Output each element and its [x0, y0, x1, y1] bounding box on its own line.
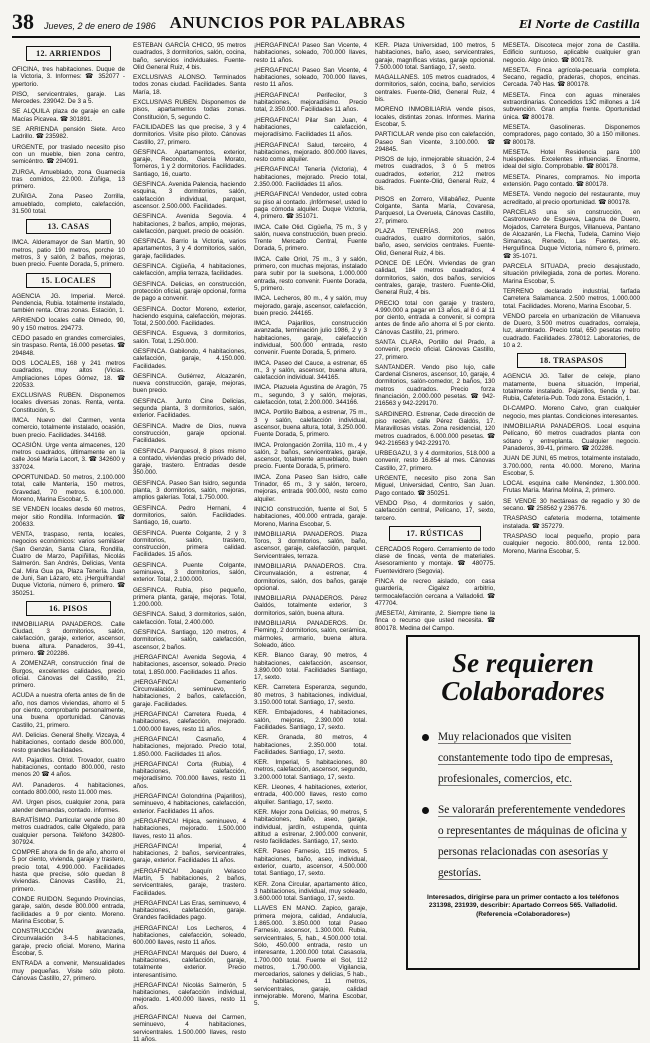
classified-ad: ¡MESETA!, Almirante, 2. Siempre tiene la finca o recurso que usted necesita. ☎ 800178. Medina del Campo.	[375, 610, 495, 632]
classified-ad: SANTA CLARA, Portillo del Prado, a convenir, precio oficial. Cánovas Castillo, 27, primero.	[375, 338, 495, 361]
classified-ad: CONDE RUIDON. Segundo Provincias, garaje, salón, desde 800.000 entrada, facilidades a 9 por ciento. Moreno. Marina Escobar, 5.	[12, 895, 125, 925]
classified-ad: KER. Blanco Garay, 90 metros, 4 habitaciones, calefacción, ascensor, 3.890.000 total. Facilidades Santiago, 17, sexto.	[254, 652, 367, 682]
classified-ad: TRASPASO local pequeño, propio para cualquier negocio. 800.000, renta 12.000. Moreno, Marina Escobar, 5.	[503, 532, 640, 555]
classified-ad: GESFINCA. Salud, 3 dormitorios, salón, calefacción. Total, 2.400.000.	[133, 611, 246, 626]
classified-ad: ¡HERGAFINCA! Nueva del Carmen, seminuevo, 4 habitaciones, servicentrales. 1.500.000 llaves, resto 11 años.	[133, 1014, 246, 1043]
classified-ad: BARATÍSIMO. Particular vende piso 80 metros cuadrados, calle Olgaledo, para cualquier persona. Teléfono 342800-307924.	[12, 816, 125, 846]
requirement-item	[422, 727, 628, 790]
classified-ad: ¡HERGAFINCA! Carretera Rueda, 4 habitaciones, calefacción, mejorado. 1.000.000 llaves, resto 11 años.	[133, 711, 246, 733]
classified-ad: GESFINCA. Gabilondo, 4 habitaciones, calefacción, garaje, 4.150.000. Facilidades.	[133, 347, 246, 370]
classified-ad: SE ALQUILA plaza de garaje en calle Macías Picavea. ☎ 301891.	[12, 108, 125, 123]
classified-ad: IMCA. Calle Oriol, 75 m., 3 y salón, primero, con muchas mejoras, instalado para subir por la suelsona, 1.000.000 entrada, resto convenir. Fuente Dorada, 5, primero.	[254, 255, 367, 292]
classified-ad: ¡HERGAFINCA! Casmaño, 4 habitaciones, mejorado. Precio total, 1.850.000. Facilidades 11 años.	[133, 735, 246, 758]
newspaper-name: El Norte de Castilla	[519, 18, 640, 31]
classified-ad: KER. Granada, 80 metros, 4 habitaciones, 2.350.000 total. Facilidades. Santiago, 17, sexto.	[254, 734, 367, 756]
classified-ad: OCASIÓN. Urge venta almacenes, 120 metros cuadrados, últimamente en la calle José María Lacort, 3. ☎ 342600 y 337024.	[12, 441, 125, 471]
classified-ad: CONSTRUCCIÓN avanzada, Circunvalación 3-4-5 habitaciones, garaje, precio oficial. Moreno, Marina Escobar, 5.	[12, 928, 125, 957]
classified-ad: OFICINA, tres habitaciones. Duque de la Victoria, 3. Informes: ☎ 352077 - ypertorio.	[12, 66, 125, 88]
section-heading: 13. CASAS	[26, 219, 111, 234]
classified-ad: ¡HERGAFINCA! Tenería (Victoria), 4 habitaciones, mejorado. Precio total, 2.350.000. Facilidades 11 años.	[254, 166, 367, 189]
classified-ad: AVI. Urgen pisos, cualquier zona, para atender demandas, contado. informes.	[12, 799, 125, 814]
classified-ad: INICIO construcción, fuente el Sol, 5 habitaciones, 400.000 entrada, garaje. Moreno, Marina Escobar, 5.	[254, 505, 367, 528]
classified-ad: IMCA. Lecheros, 80 m., 4 y salón, muy mejorado, garaje, ascensor, calefacción, buen precio. 244165.	[254, 295, 367, 317]
classified-ad: MESETA. Finca con aguas minerales extraordinarias. Concedidos 13C millones a 1/4 subvención. Gran amplia frente. Oportunidad única. ☎ 800178.	[503, 91, 640, 121]
classified-ad: PARCELA SITUADA, precio desajustado, situación privilegiada, zona de portes. Moreno. Marina Escobar, 5.	[503, 263, 640, 285]
classified-ad: DI-CAMPO. Moreno Calvo, gran cualquier negocio, mes plantas. Condiciones interesantes.	[503, 405, 640, 420]
classified-ad: AVI. Delicias. General Shelly. Vizcaya, 4 habitaciones, contado desde 800.000, resto grandes facilidades.	[12, 731, 125, 754]
classified-ad: LLAVES EN MANO. Zapico, garaje, primera mejora, calidad, Andalucía, 1.865.000. 3.850.000 total Paseo Farnesio, ascensor, 1.300.000. Rubia, servicentrales, 5, hab., 4.500.000 total. Sólo, 450.000 entrada, resto un interesante, 1.200.000 total. Casasola, 1.700.000 total. Fuente el Sol, 112 metros, 1.790.000. Vigilancia, mercedarios, salones y delicias, 5 hab., 4 habitaciones, 11 metros, servicentrales, garaje, calidad inmejorable. Moreno, Marina Escobar, 5.	[254, 905, 367, 1008]
classified-ad: SE VENDE 30 hectáreas de regadío y 30 de secano. ☎ 258562 y 236776.	[503, 497, 640, 513]
classified-ad: LOCAL esquina calle Menéndez, 1.300.000. Frutas María. Marina Molina, 2, primero.	[503, 480, 640, 495]
classified-ad: MAGALLANES. 105 metros cuadrados, 4 dormitorios, salón, cocina, baño, servicios centrales. Fuente-Olid, General Ruiz, 4 bis.	[375, 74, 495, 104]
classified-ad: PARCELAS una sin construcción, en Castronuevo de Esgueva, Laguna de Duero, Mojados, Carretera Burgos, Villanueva, Pantano de Alcazarén, La Flecha, Tudela, Camino Viejo Simancas, Renedo, Las Fuentes, etc. Herguifinca. Duque Victoria, número 6, primero. ☎ 35-1071.	[503, 208, 640, 260]
classified-ad: GESFINCA. Barrio la Victoria, varios apartamentos, 3 y 4 dormitorios, salón, garaje, facilidades.	[133, 238, 246, 260]
classified-ad: ¡HERGAFINCA! Cementerio Circunvalación, seminuevo, 5 habitaciones, 2 baños, calefacción, garaje. Facilidades.	[133, 678, 246, 708]
classified-ad: GESFINCA. Santiago, 120 metros, 4 dormitorios, salón, calefacción, ascensor, 2 baños.	[133, 629, 246, 651]
classified-ad: ¡HERGAFINCA! Marqués del Duero, 4 habitaciones, calefacción, garaje, totalmente exterior. Precio interesantísimo.	[133, 949, 246, 979]
classified-ad: OPORTUNIDAD. 50 metros, 2.100.000 total, calle Mantería, 150 metros, Gravedad, 70 metros. 6.100.000. Moreno, Marina Escobar, 5.	[12, 474, 125, 503]
column-3	[254, 42, 367, 1008]
classified-ad: SE VENDEN locales desde 60 metros, mejor sitio Rondilla. Información. ☎ 200633.	[12, 506, 125, 528]
classified-ad: ¡HERGAFINCA! Paseo San Vicente, 4 habitaciones, soleado, 700.000 llaves, resto 11 años.	[254, 42, 367, 64]
classified-ad: SARDINERO. Estrenar, Cede dirección de piso recién, calle Pérez Galdós, 17. Maravillosas vistas. Zona residencial, 120 metros cuadrados, 6.000.000 pesetas. ☎ 942-216563 y 942-229170.	[375, 410, 495, 447]
classified-ad: INMOBILIARIA PANADEROS. Plaza Toros, 3 dormitorios, salón, baño, ascensor, garaje, calefacción, parquet. Servicentrales, terraza.	[254, 530, 367, 560]
page-header	[12, 4, 640, 38]
classified-ad: IMCA. Plazuela Agustina de Aragón, 75 m., segundo, 3 y salón, mejoras, calefacción, total, 2.200.000. 344166.	[254, 384, 367, 407]
classified-ad: VENDO parcela en urbanización de Villanueva de Duero, 3.500 metros cuadrados, corraleja, luz, alumbrado. Precio total, 650 pesetas metro cuadrado. Facilidades. 278012. Laboratories, de 10 a 2.	[503, 312, 640, 349]
classified-ad: EXCLUSIVAS ALONSO. Terminados todos zonas ciudad. Facilidades. Santa María, 18.	[133, 74, 246, 96]
classified-ad: ¡HERGAFINCA! Hipica, seminuevo, 4 habitaciones, mejorado. 1.500.000 llaves, resto 11 años.	[133, 817, 246, 840]
bullet-icon	[422, 807, 429, 814]
classified-ad: GESFINCA. Puente Colgante, seminueva, 3 dormitorios, salón, exterior. Total, 2.100.000.	[133, 561, 246, 584]
classified-ad: MESETA. Vendo negocio del restaurante, muy acreditado, al precio oportunidad. ☎ 800178.	[503, 191, 640, 206]
classified-ad: ¡HERGAFINCA! Perifecilor, 3 habitaciones, mejoradísimo. Precio total, 2.350.000. Facilidades 11 años.	[254, 91, 367, 114]
classified-ad: MESETA. Discoteca mejor zona de Castilla. Edificio suntuoso, aplicable cualquier gran negocio. Algo único. ☎ 800178.	[503, 42, 640, 64]
classified-ad: IMCA. Nuevo del Carmen, venta comercio, totalmente instalado, ocasión, buen precio. Facilidades. 344168.	[12, 416, 125, 439]
classified-ad: MESETA. Finca agrícola-pecuaria completa. Secano, regadío, praderas, chopos, encinas. Cercada. 740 Has. ☎ 800178.	[503, 66, 640, 89]
classified-ad: FINCA de recreo aislado, con casa guardería, Cigalez arbitrio, termocalefacción cercana a Valladolid. ☎ 477704.	[375, 578, 495, 607]
classified-ad: ¡HERGAFINCA! Paseo San Vicente, 4 habitaciones, soleado, 700.000 llaves, resto 11 años.	[254, 66, 367, 89]
classified-ad: ARRIENDO locales calle Olmedo, 90, 90 y 150 metros. 294773.	[12, 317, 125, 332]
column-5	[503, 42, 640, 632]
classified-ad: ¡HERGAFINCA! Pilar San Juan, 4 habitaciones, calefacción, mejoradísimo. Facilidades 11 años.	[254, 116, 367, 139]
classified-ad: INMOBILIARIA PANADEROS. Local esquina Pelícano, 60 metros cuadrados planta con sótano y entreplanta. Cualquier negocio. Panaderos, 39-41, primero. ☎ 202286.	[503, 423, 640, 452]
classified-ad: KER. Lleones, 4 habitaciones, exterior, entrada, 400.000 llaves, resto como alquiler. Santiago, 17, sexto.	[254, 784, 367, 806]
classified-ad: AVI. Panaderos. 4 habitaciones, contado 800.000, resto 11.000 mes.	[12, 781, 125, 797]
classified-ad: KER. Mejor zona Delicias, 90 metros, 5 habitaciones, baño, aseo, garaje, individual, jardín, estupenda, quinta altitud a estrenar, 2.900.000 convenir, resto facilidades. Santiago, 17, sexto.	[254, 808, 367, 846]
classified-ad: URGENTE, por traslado necesito piso con un mueble, bien zona centro, semicéntro. ☎ 294091.	[12, 143, 125, 166]
classified-ad: IMCA. Calle Olid. Cigüeña, 75 m., 3 y salón, nueva construcción, buen precio. Trente Mercado Central, Fuente Dorada, 5, primero.	[254, 223, 367, 253]
column-2	[133, 42, 246, 1043]
classified-ad: ZURGA, Amueblado, zona Guarnecia tras comidos, 22.000. Zúñiga, 13 primero.	[12, 168, 125, 191]
classified-ad: GESFINCA. Puente Colgante, 2 y 3 dormitorios, salón, trastero, construcción, primera calidad. Facilidades. 15 años.	[133, 529, 246, 559]
classified-ad: PISOS en Zorrero, Villabáñez, Puente Colgante, Santa María, Covaresa, Parquesol, La Overuela, Cánovas Castillo, 27, primero.	[375, 195, 495, 225]
column-1	[12, 42, 125, 982]
classified-ad: PISO, servicentrales, garaje. Las Mercedes. 239042. De 3 a 5.	[12, 90, 125, 106]
classified-ad: ESTEBAN GARCÍA CHICO, 95 metros cuadrados, 3 dormitorios, salón, cocina, baño, servicios individuales. Fuente-Olid General Ruiz, 4 bis.	[133, 42, 246, 71]
requirements-list	[422, 727, 628, 884]
classified-ad: INMOBILIARIA PANADEROS. Pérez Galdós, totalmente exterior, 3 dormitorios, salón, buena altura.	[254, 595, 367, 617]
page-number: 38	[12, 9, 34, 34]
recruitment-headline	[408, 649, 638, 705]
headline-line-1: Se requieren	[452, 648, 594, 678]
section-heading: 18. TRASPASOS	[517, 353, 626, 368]
classified-ad: ¡HERGAFINCA! Golondrina (Pajarillos), seminuevo, 4 habitaciones, calefacción, exterior. Facilidades 11 años.	[133, 793, 246, 815]
classified-ad: PISOS de lujo, inmejorable situación, 2-4 metros cuadrados, 3 ó 5 metros cuadrados, exterior, 212 metros cuadrados. Fuente-Olid, General Ruiz, 4 bis.	[375, 156, 495, 193]
classified-ad: GESFINCA. Doctor Moreno, exterior, haciendo esquina, calefacción, mejoras. Total, 2.500.000. Facilidades.	[133, 305, 246, 328]
classified-ad: MESETA. Pinares, compramos. No importa extensión. Pago contado. ☎ 800178.	[503, 173, 640, 189]
classified-ad: ¡HERGAFINCA! Los Lecheros, 4 habitaciones, calefacción, soleado, 600.000 llaves, resto 11 años.	[133, 924, 246, 947]
issue-date: Jueves, 2 de enero de 1986	[44, 21, 156, 31]
classified-ad: GESFINCA. Parquesol, 8 pisos mismo a contado, viviendas precio privado del, garaje, trastero. Entradas desde 350.000.	[133, 447, 246, 477]
contact-footer: Interesados, dirigirse para un primer contacto a los teléfonos 231398, 231939, describir: Apartado Correos 565. Valladolid. (Referencia «Colaboradores»)	[426, 894, 619, 918]
classified-ad: SANTANDER. Vendo piso lujo, calle Cardenal Cisneros, ascensor, 10, garaje, 4 dormitorios, salón-comedor, 2 baños, 130 metros cuadrados. Precio forza financiación, 2.000.000 pesetas. ☎ 942-216563 y 942-229170.	[375, 363, 495, 408]
classified-ad: KER. Paseo Farnesio, 115 metros, 5 habitaciones, baño, aseo, individual, exterior, cuarto, ascensor, 4.500.000 total. Santiago, 17, sexto.	[254, 848, 367, 878]
classified-ad: IMCA. Zona Paseo San Isidro, calle Trinador, 65 m., 3 y salón, tercero, mejoras, entrada 900.000, resto como alquiler.	[254, 473, 367, 503]
classified-ad: A ZOMENZAR, construcción final de Burgos, excelentes calidades, precio oficial. Cánovas del Castillo, 21, primero.	[12, 660, 125, 690]
bullet-icon	[422, 734, 429, 741]
classified-ad: GESFINCA. Avenida Palencia, haciendo esquina, 3 dormitorios, salón, calefacción individual, parquet, ascensor. 2.500.000. Facilidades.	[133, 181, 246, 210]
classified-ad: EXCLUSIVAS RUBEN. Disponemos locales diversas zonas. Renta, venta. Constitución, 5.	[12, 392, 125, 414]
classified-ad: JUAN DE JUNI, 65 metros, totalmente instalado, 3.700.000, renta 40.000. Moreno, Marina Escobar, 5.	[503, 455, 640, 477]
classified-ad: GESFINCA. Delicias, en construcción, protección oficial, garaje opcional, forma de pago a convenir.	[133, 280, 246, 303]
classified-ad: GESFINCA. Rubia, piso pequeño, primera planta, garaje, mejoras. Total, 1.200.000.	[133, 586, 246, 609]
classified-ad: CERCADOS Rogero. Cerramiento de todo clase de fincas, venta de materiales. Asesoramiento y montaje. ☎ 480775. Fuentevidrero (Segovia).	[375, 545, 495, 575]
classified-ad: ¡HERGAFINCA! Imperial, 4 habitaciones, 2 baños, servicentrales, garaje, exterior. Facilidades 11 años.	[133, 842, 246, 865]
classified-ad: IMCA. Portillo Balboa, a estrenar, 75 m., 3 y salón, calefacción individual, ascensor, buena altura, total, 3.250.000. Fuente Dorada, 5, primero.	[254, 409, 367, 439]
classified-ad: EXCLUSIVAS RUBEN. Disponemos de pisos, apartamentos todas zonas. Constitución, 5, segundo C.	[133, 99, 246, 121]
classified-ad: KER. Embajadores, 4 habitaciones, salón, mejoras, 2.390.000 total. Facilidades. Santiago, 17, sexto.	[254, 709, 367, 731]
classified-ad: GESFINCA. Madre de Dios, nueva construcción, garaje opcional. Facilidades.	[133, 422, 246, 445]
classified-ad: KER. Zona Circular, apartamento ático, 3 habitaciones, individual, muy soleado, 3.600.000 total. Santiago, 17, sexto.	[254, 880, 367, 903]
classified-ad: URBEGAZU, 3 y 4 dormitorios, 518.000 a convenir, resto 16.854 al mes. Cánovas Castillo, 27, primero.	[375, 450, 495, 472]
classified-ad: TRASPASO cafetería moderna, totalmente instalada. ☎ 357279.	[503, 515, 640, 530]
classified-ad: ¡HERGAFINCA! Joaquín Velasco Martín, 5 habitaciones, 2 baños, servicentrales, garaje, trastero. Facilidades.	[133, 867, 246, 897]
requirement-item	[422, 800, 628, 884]
classified-ad: GESFINCA. Paseo San Isidro, segunda planta, 3 dormitorios, salón, mejoras, amplios galerías. Total, 1.750.000.	[133, 479, 246, 502]
classified-ad: FACILIDADES las que precise, 3 y 4 dormitorios. Visite piso piloto. Cánovas Castillo, 27, primero.	[133, 123, 246, 146]
classified-ad: ENTRADA a convenir, Mensualidades muy pequeñas. Visite sólo piloto. Cánovas Castillo, 27, primero.	[12, 960, 125, 982]
classified-ad: PONCE DE LEÓN. Viviendas de gran calidad, 184 metros cuadrados, 4 dormitorios, salón, dos baños, servicios centrales, garaje, trastero. Fuente-Olid, General Ruiz, 4 bis.	[375, 260, 495, 297]
classified-ad: IMCA. Paseo del Cauce, a estrenar, 65 m., 3 y salón, ascensor, buena altura, calefacción individual. 344165.	[254, 359, 367, 382]
classified-ad: ACUDA a nuestra oferta antes de fin de año, nos damos viviendas, ahorro el 5 por ciento, comprobarlo personalmente, una buena oportunidad. Cánovas Castillo, 21, primero.	[12, 692, 125, 729]
classified-ad: INMOBILIARIA PANADEROS. Dr. Fleming, 2 dormitorios, salón, cerámica, mármoles, armario, buena altura. Soleado, ático.	[254, 620, 367, 649]
section-title: ANUNCIOS POR PALABRAS	[169, 13, 406, 32]
classified-ad: MESETA. Gasolineras. Disponemos compradores, pago contado, 30 a 150 millones. ☎ 800178.	[503, 123, 640, 146]
classified-ad: GESFINCA. Avenida Segovia. 4 habitaciones, 2 baños, amplio, mejoras, calefacción, parquet. precio de ocasión.	[133, 213, 246, 235]
section-heading: 15. LOCALES	[26, 273, 111, 288]
classified-ad: VENDO Piso, 4 dormitorios y salón, calefacción central, Pelícano, 17, sexto, tercero.	[375, 499, 495, 522]
classified-ad: COMPRE ahora de fin de año, ahorro el 5 por ciento, vivienda, garaje y trastero, precio total, 4.990.000. Facilidades hasta que precise, sólo quedan 8 viviendas. Cánovas Castillo, 21, primero.	[12, 849, 125, 893]
classified-ad: ¡HERGAFINCA! Salud, terceiro, 4 habitaciones, mejorado. 800.000 llaves, resto como alquiler.	[254, 141, 367, 164]
classified-ad: KER. Plaza Universidad, 100 metros, 5 habitaciones, baño, aseo, servicentrales, garaje, magníficas vistas, garaje opcional. 7.500.000 total. Santiago, 17, sexto.	[375, 42, 495, 71]
classified-ad: VENTA, traspaso, renta, locales, negocios económicos: varios semiláser (San Genzán, Santa Clara, Rondilla, Cuatro de Marzo, Papiñillas, Nicolás Salmerón. San Andrés, Delicias, Venta Cal. Mira Gua pa, Plaza Tenería. Juan de Juni, San Lázaro, etc. ¡Herguifranda! Duque Victoria, número 6, primero. ☎ 350251.	[12, 531, 125, 597]
column-4	[375, 42, 495, 632]
classified-ad: AVI. Pajarillos. Otriol. Trovador, cuatro habitaciones, contado 800.000, resto menos 20 ☎ 4 años.	[12, 756, 125, 779]
classified-ad: TERRENO declarado industrial, farfada Carretera Salamanca. 2.500 metros, 1.000.000 total. Facilidades. Moreno, Marina Escobar, 5.	[503, 287, 640, 310]
classified-ad: ¡HERGAFINCA! Avenida Segovia, 4 habitaciones, ascensor, soleado. Precio total, 1.850.000. Facilidades 11 años.	[133, 653, 246, 676]
classified-ad: CEDO pasado en grandes comerciales, sin traspaso. Renta, 16.000 pesetas. ☎ 294848.	[12, 335, 125, 357]
classified-ad: GESFINCA. Gutiérrez, Alcazarén, nueva construcción, garaje, mejoras, buen precio.	[133, 372, 246, 395]
section-heading: 17. RÚSTICAS	[389, 526, 481, 541]
classified-ad: INMOBILIARIA PANADEROS. Calle Ciudad, 3 dormitorios, salón, calefacción, garaje, exterior, ascensor, buena altura. Panaderos, 39-41, primero. ☎ 202286.	[12, 620, 125, 657]
headline-line-2: Colaboradores	[441, 676, 605, 706]
section-heading: 16. PISOS	[26, 601, 111, 616]
classified-ad: ZUÑIGA. Zona Paseo Zorrilla, amueblado, completo, calefacción, 31.500 total.	[12, 193, 125, 216]
classified-ad: ¡HERGAFINCA! Nicolás Salmerón, 5 habitaciones, calefacción individual, mejorado. 1.400.000 llaves, resto 11 años.	[133, 981, 246, 1011]
classified-ad: DOS LOCALES, 168 y 241 metros cuadrados, muy altos (Vicias. Ampliaciones Lópes Gómez, 18. ☎ 220533.	[12, 359, 125, 389]
classified-ad: GESFINCA. Pedro Hernani, 4 dormitorios, salón. Facilidades. Santiago, 16, cuarto.	[133, 504, 246, 527]
classified-ad: IMCA. Prolongación Zorrilla, 110 m., 4 y salón, 2 baños, servicentrales, garaje, ascensor, totalmente amueblado, buen precio. Fuente Dorada, 5, primero.	[254, 441, 367, 471]
requirement-text: Se valorarán preferentemente vendedores o representantes de máquinas de oficina y personas relacionadas con asesorías y gestorías.	[438, 804, 627, 879]
classified-ad: GESFINCA. Junto Cine Delicias, segunda planta, 3 dormitorios, salón, exterior. Facilidades.	[133, 397, 246, 420]
classified-ad: PLAZA TENERÍAS. 200 metros cuadrados, cuatro dormitorios, salón, baño, aseo, servicios centrales. Fuente-Olid, General Ruiz, 4 bis.	[375, 227, 495, 257]
classified-ad: MESETA. Hotel Residencia para 100 huéspedes. Excelentes influencias. Enorme, ideal del siglo. Comprobable. ☎ 800178.	[503, 148, 640, 171]
classified-ad: PRECIO total con garaje y trastero, 4.990.000 a pagar en 13 años, al 8 ó al 11 por ciento, entrada a convenir, si compra antes de finde año ahorra el 5 por ciento. Cánovas Castillo, 21, primero.	[375, 299, 495, 336]
classified-ad: SE ARRIENDA pensión Siete. Arco Ladrillo. ☎ 235982.	[12, 126, 125, 141]
classified-ad: PARTICULAR vende piso con calefacción, Paseo San Vicente, 3.100.000. ☎ 294845.	[375, 131, 495, 153]
recruitment-ad-box	[406, 635, 640, 970]
classified-ad: AGENCIA JG. Taller de celeje, plano matamente, buena situación, Imperial, totalmente instalado. Pajarillos, tienda y bar. Rubia, Cafetería-Pub. Todo zona. Estación, 1.	[503, 373, 640, 403]
classified-ad: AGENCIA JG. Imperial. Mercé. Pendencia, Rubia. totalmente instalado, también renta. Otras zonas. Estación, 1.	[12, 292, 125, 315]
classified-ad: GESFINCA. Cigüeña, 4 habitaciones, calefacción, amplia terraza, facilidades.	[133, 263, 246, 278]
classified-ad: ¡HERGAFINCA! Las Eras, seminuevo, 4 habitaciones, calefacción, garaje. Grandes facilidades pago.	[133, 899, 246, 922]
requirement-text: Muy relacionados que visiten constantemente todo tipo de empresas, profesionales, comercios, etc.	[438, 731, 613, 785]
classified-ad: KER. Imperial, 5 habitaciones, 80 metros, calefacción, ascensor, segundo, 3.200.000 total. Santiago, 17, sexto.	[254, 759, 367, 781]
classified-ad: GESFINCA. Esgueva, 3 dormitorios, salón. Total, 1.250.000.	[133, 330, 246, 345]
section-heading: 12. ARRIENDOS	[26, 46, 111, 61]
classified-ad: MORENO INMOBILIARIA vende pisos, locales, distintas zonas. Informes. Marina Escobar, 5.	[375, 106, 495, 128]
classified-ad: KER. Carretera Esperanza, segundo, 80 metros, 3 habitaciones, individual, 3.150.000 total. Santiago, 17, sexto.	[254, 684, 367, 707]
classified-ad: INMOBILIARIA PANADEROS. Ctra. Circunvalación, a estrenar, 4 dormitorios, salón, dos baños, garaje opcional.	[254, 563, 367, 592]
classified-ad: GESFINCA. Apartamentos, exterior, garaje, Recondo, García Morato, Torneros, 1 y 2 dormitorios. Facilidades. Santiago, 16, cuarto.	[133, 148, 246, 178]
classified-ad: IMCA. Alderamayor de San Martín, 90 metros, patio 190 metros, porche 10 metros, 3 y salón, 2 baños, mejoras, buen precio. Fuente Dorada, 5, primero.	[12, 239, 125, 269]
classified-ad: ¡HERGAFINCA! Vendedor, usted cobra su piso al contado. ¡Infórmese!, usted lo paga cómoda alquiler. Duque Victoria, 4, primero. ☎ 351071.	[254, 191, 367, 221]
classified-ad: URGENTE, necesito piso zona San Miguel, Universidad, Centro, San Juan. Pago contado. ☎ 350251.	[375, 475, 495, 497]
classified-ad: IMCA. Pajarillos, construcción avanzada, terminación julio 1986, 2 y 3 habitaciones, garaje, calefacción individual, 500.000 entrada, resto convenir. Fuente Dorada, 5, primero.	[254, 320, 367, 357]
classified-ad: ¡HERGAFINCA! Corta (Rubia), 4 habitaciones, calefacción, mejoradísimo. 700.000 llaves, resto 11 años.	[133, 760, 246, 790]
